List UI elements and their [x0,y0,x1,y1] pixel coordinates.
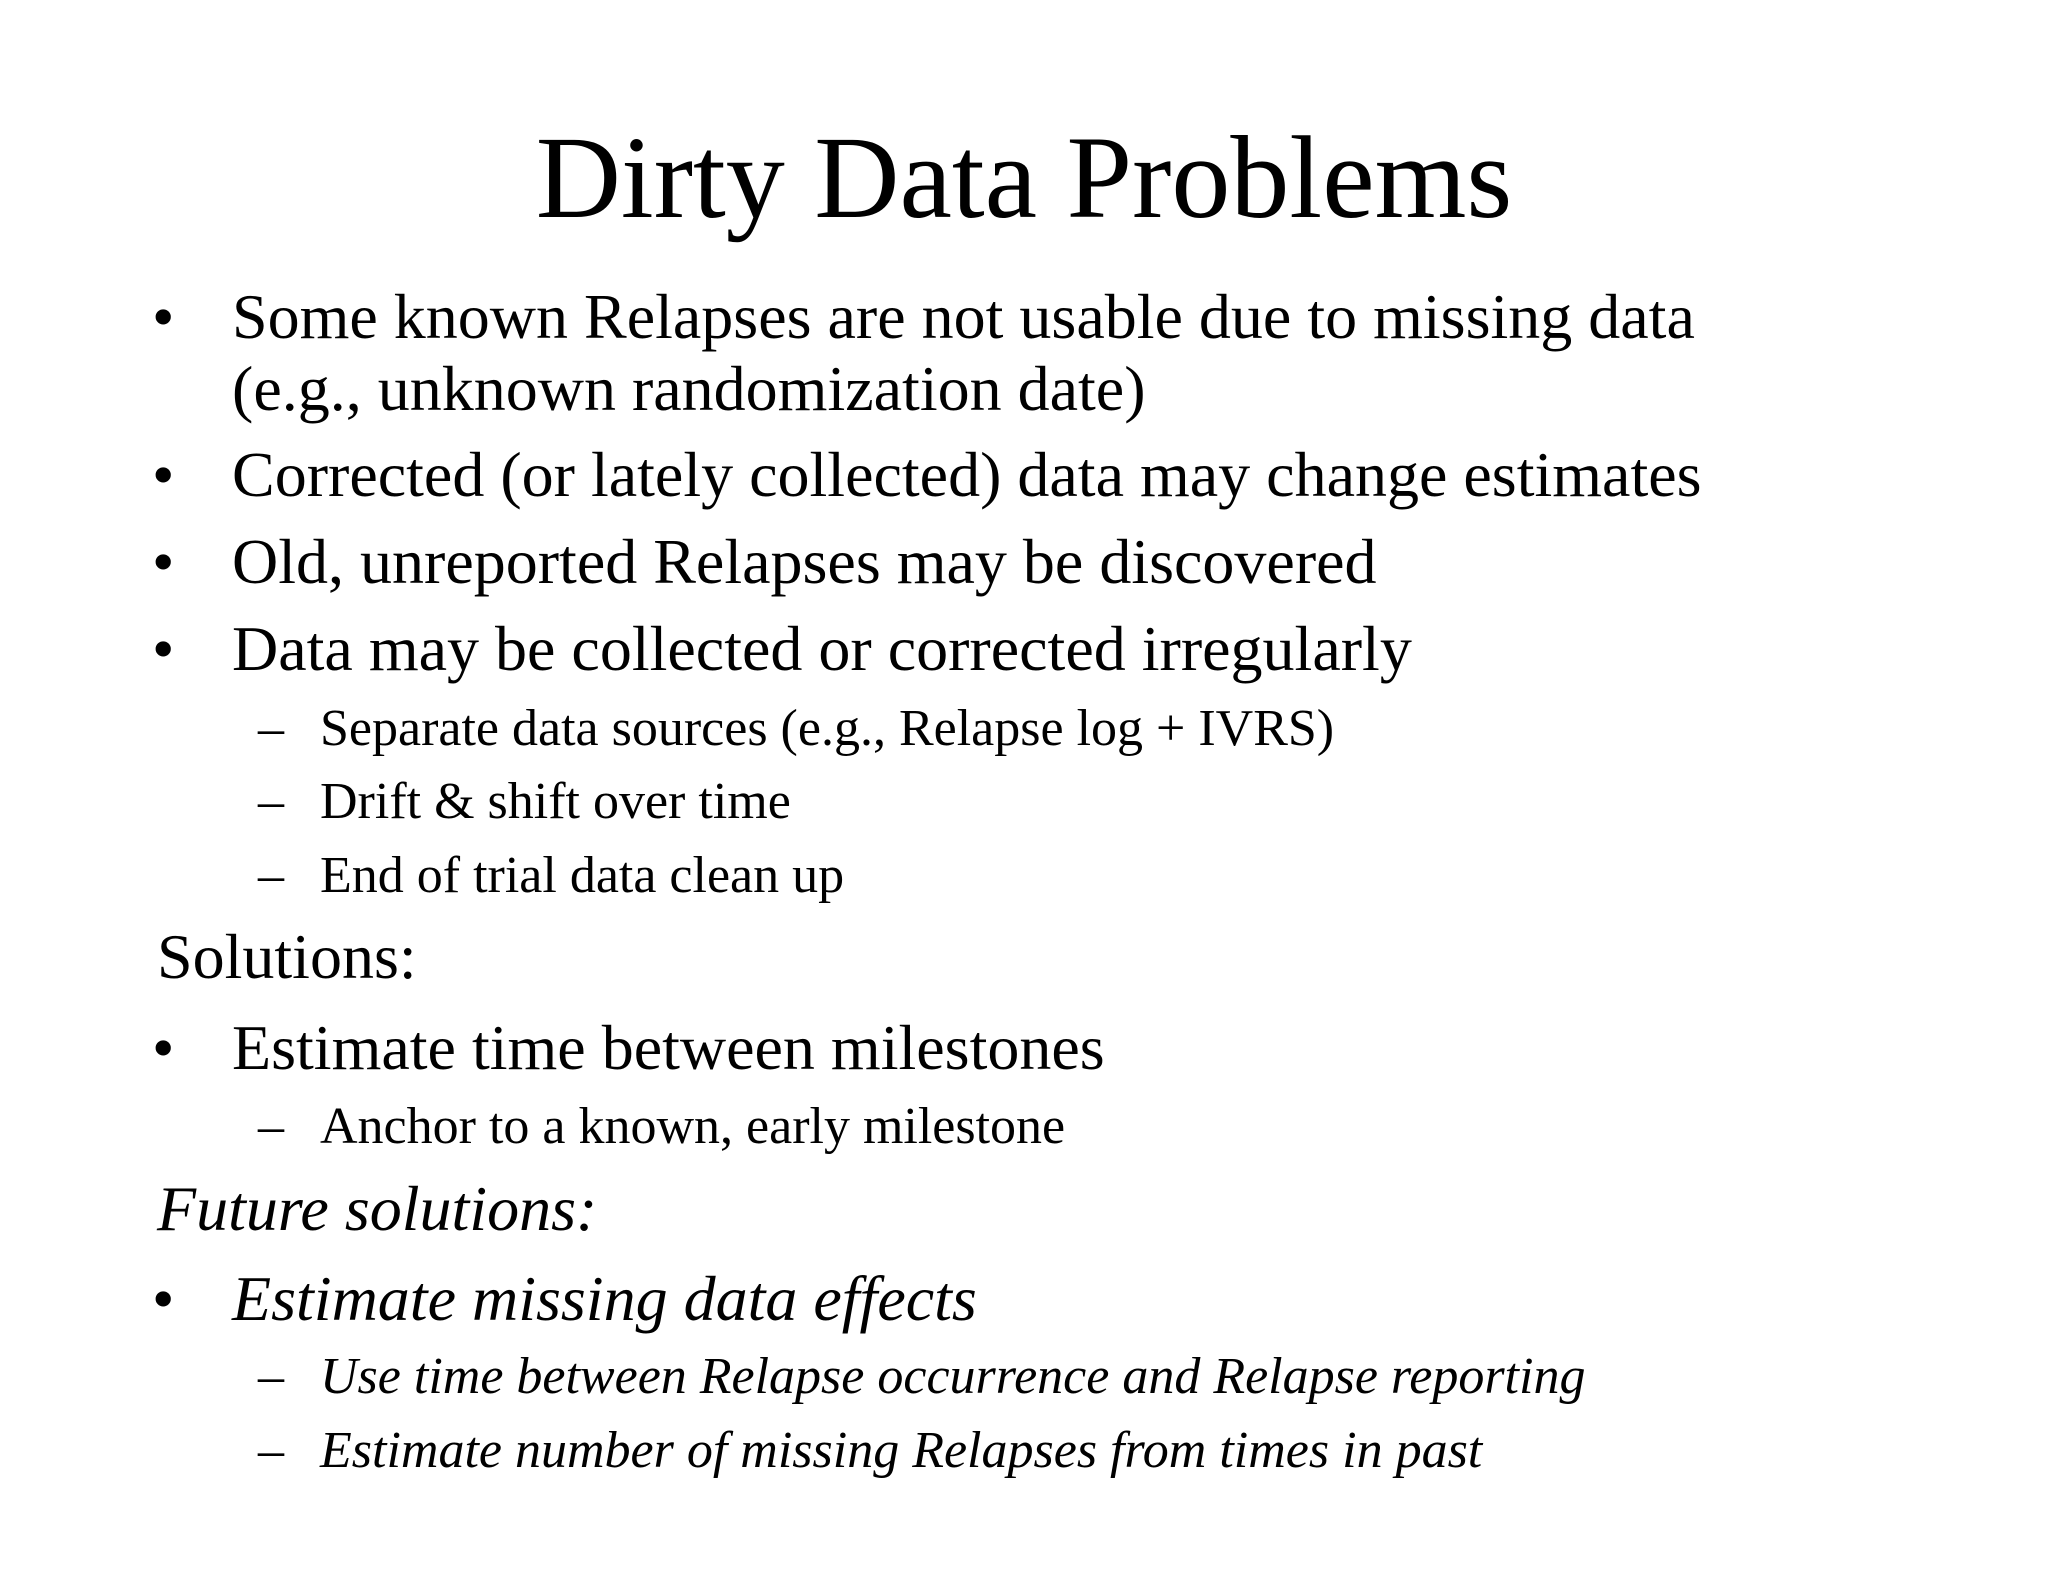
bullet-marker: • [152,281,175,352]
future-solutions-heading: Future solutions: [157,1173,598,1244]
bullet-text-continued: (e.g., unknown randomization date) [232,353,1146,424]
bullet-text: Corrected (or lately collected) data may change estimates [232,439,1702,510]
sub-bullet-text: End of trial data clean up [320,847,845,904]
bullet-text: Estimate time between milestones [232,1012,1105,1083]
sub-bullet-marker: – [258,847,284,904]
bullet-marker: • [152,439,175,510]
sub-bullet-text: Separate data sources (e.g., Relapse log + IVRS) [320,700,1335,757]
sub-bullet-marker: – [258,1098,284,1155]
bullet-text: Estimate missing data effects [232,1263,977,1334]
slide-title: Dirty Data Problems [535,112,1513,243]
sub-bullet-marker: – [258,773,284,830]
sub-bullet-text: Use time between Relapse occurrence and Relapse reporting [320,1348,1586,1405]
sub-bullet-text: Anchor to a known, early milestone [320,1098,1066,1155]
sub-bullet-marker: – [258,1422,284,1479]
bullet-marker: • [152,1012,175,1083]
bullet-text: Old, unreported Relapses may be discovered [232,526,1377,597]
solutions-heading: Solutions: [157,921,417,992]
sub-bullet-text: Estimate number of missing Relapses from times in past [320,1422,1483,1479]
sub-bullet-marker: – [258,1348,284,1405]
bullet-text: Some known Relapses are not usable due to missing data [232,281,1695,352]
sub-bullet-text: Drift & shift over time [320,773,791,830]
bullet-marker: • [152,1263,175,1334]
sub-bullet-marker: – [258,700,284,757]
bullet-text: Data may be collected or corrected irregularly [232,613,1412,684]
bullet-marker: • [152,526,175,597]
bullet-marker: • [152,613,175,684]
